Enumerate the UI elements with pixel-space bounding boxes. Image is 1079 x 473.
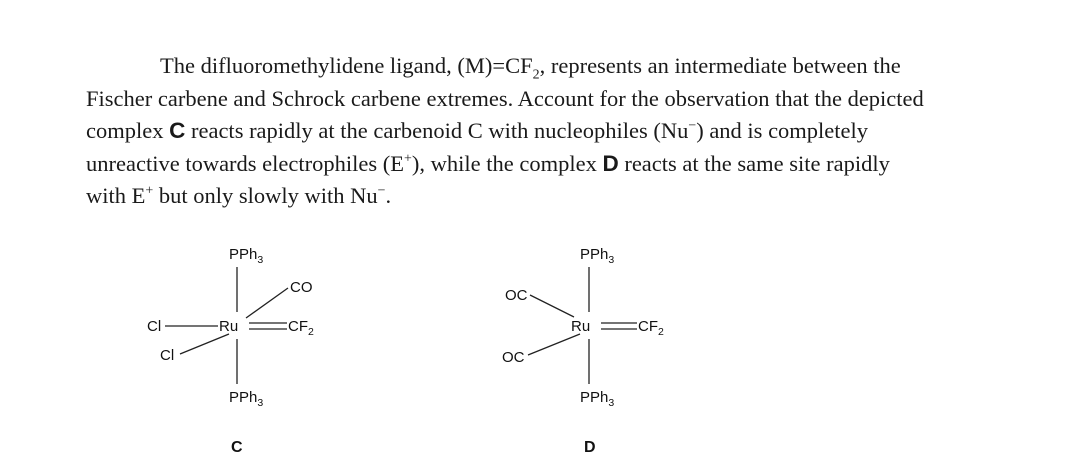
complex-c-co-ligand: CO — [290, 279, 313, 296]
complex-c-top-ligand: PPh$_3$ — [229, 246, 264, 266]
complex-d-co-lower: OC — [502, 349, 525, 366]
complex-c-structure — [147, 246, 314, 456]
complex-d-co-upper: OC — [505, 287, 528, 304]
complex-c-bond-cl-lower — [180, 334, 229, 354]
question-line-2: Fischer carbene and Schrock carbene extremes. Account for the observation that the depicted — [86, 85, 924, 111]
complex-d-metal: Ru — [571, 318, 591, 335]
complex-d-label: D — [584, 439, 596, 456]
complex-c-bottom-ligand: PPh$_3$ — [229, 389, 264, 409]
complex-c-metal: Ru — [219, 318, 239, 335]
complex-d-bond-co-lower — [528, 334, 580, 355]
complex-c-cl-lower: Cl — [160, 347, 175, 364]
question-line-5: with E+ but only slowly with Nu−. — [86, 183, 392, 208]
complex-d-top-ligand: PPh$_3$ — [580, 246, 615, 266]
question-line-1: The difluoromethylidene ligand, $(M)=CF_2$, represents an intermediate between the — [160, 53, 901, 83]
question-line-3: complex C reacts rapidly at the carbenoid C with nucleophiles (Nu−) and is completely — [86, 118, 869, 143]
complex-c-label: C — [231, 439, 243, 456]
complex-c-carbene: $CF_2$ — [288, 318, 314, 338]
complex-c-ref: C — [169, 118, 186, 143]
complex-d-structure — [502, 246, 664, 456]
complex-d-bottom-ligand: PPh$_3$ — [580, 389, 615, 409]
complex-c-cl-left: Cl — [147, 318, 162, 335]
question-line-4: unreactive towards electrophiles (E+), while the complex D reacts at the same site rapidly — [86, 150, 890, 176]
complex-d-bond-co-upper — [530, 295, 574, 317]
complex-d-ref: D — [602, 150, 619, 176]
complex-d-carbene: $CF_2$ — [638, 318, 664, 338]
complex-c-bond-co — [246, 288, 288, 318]
